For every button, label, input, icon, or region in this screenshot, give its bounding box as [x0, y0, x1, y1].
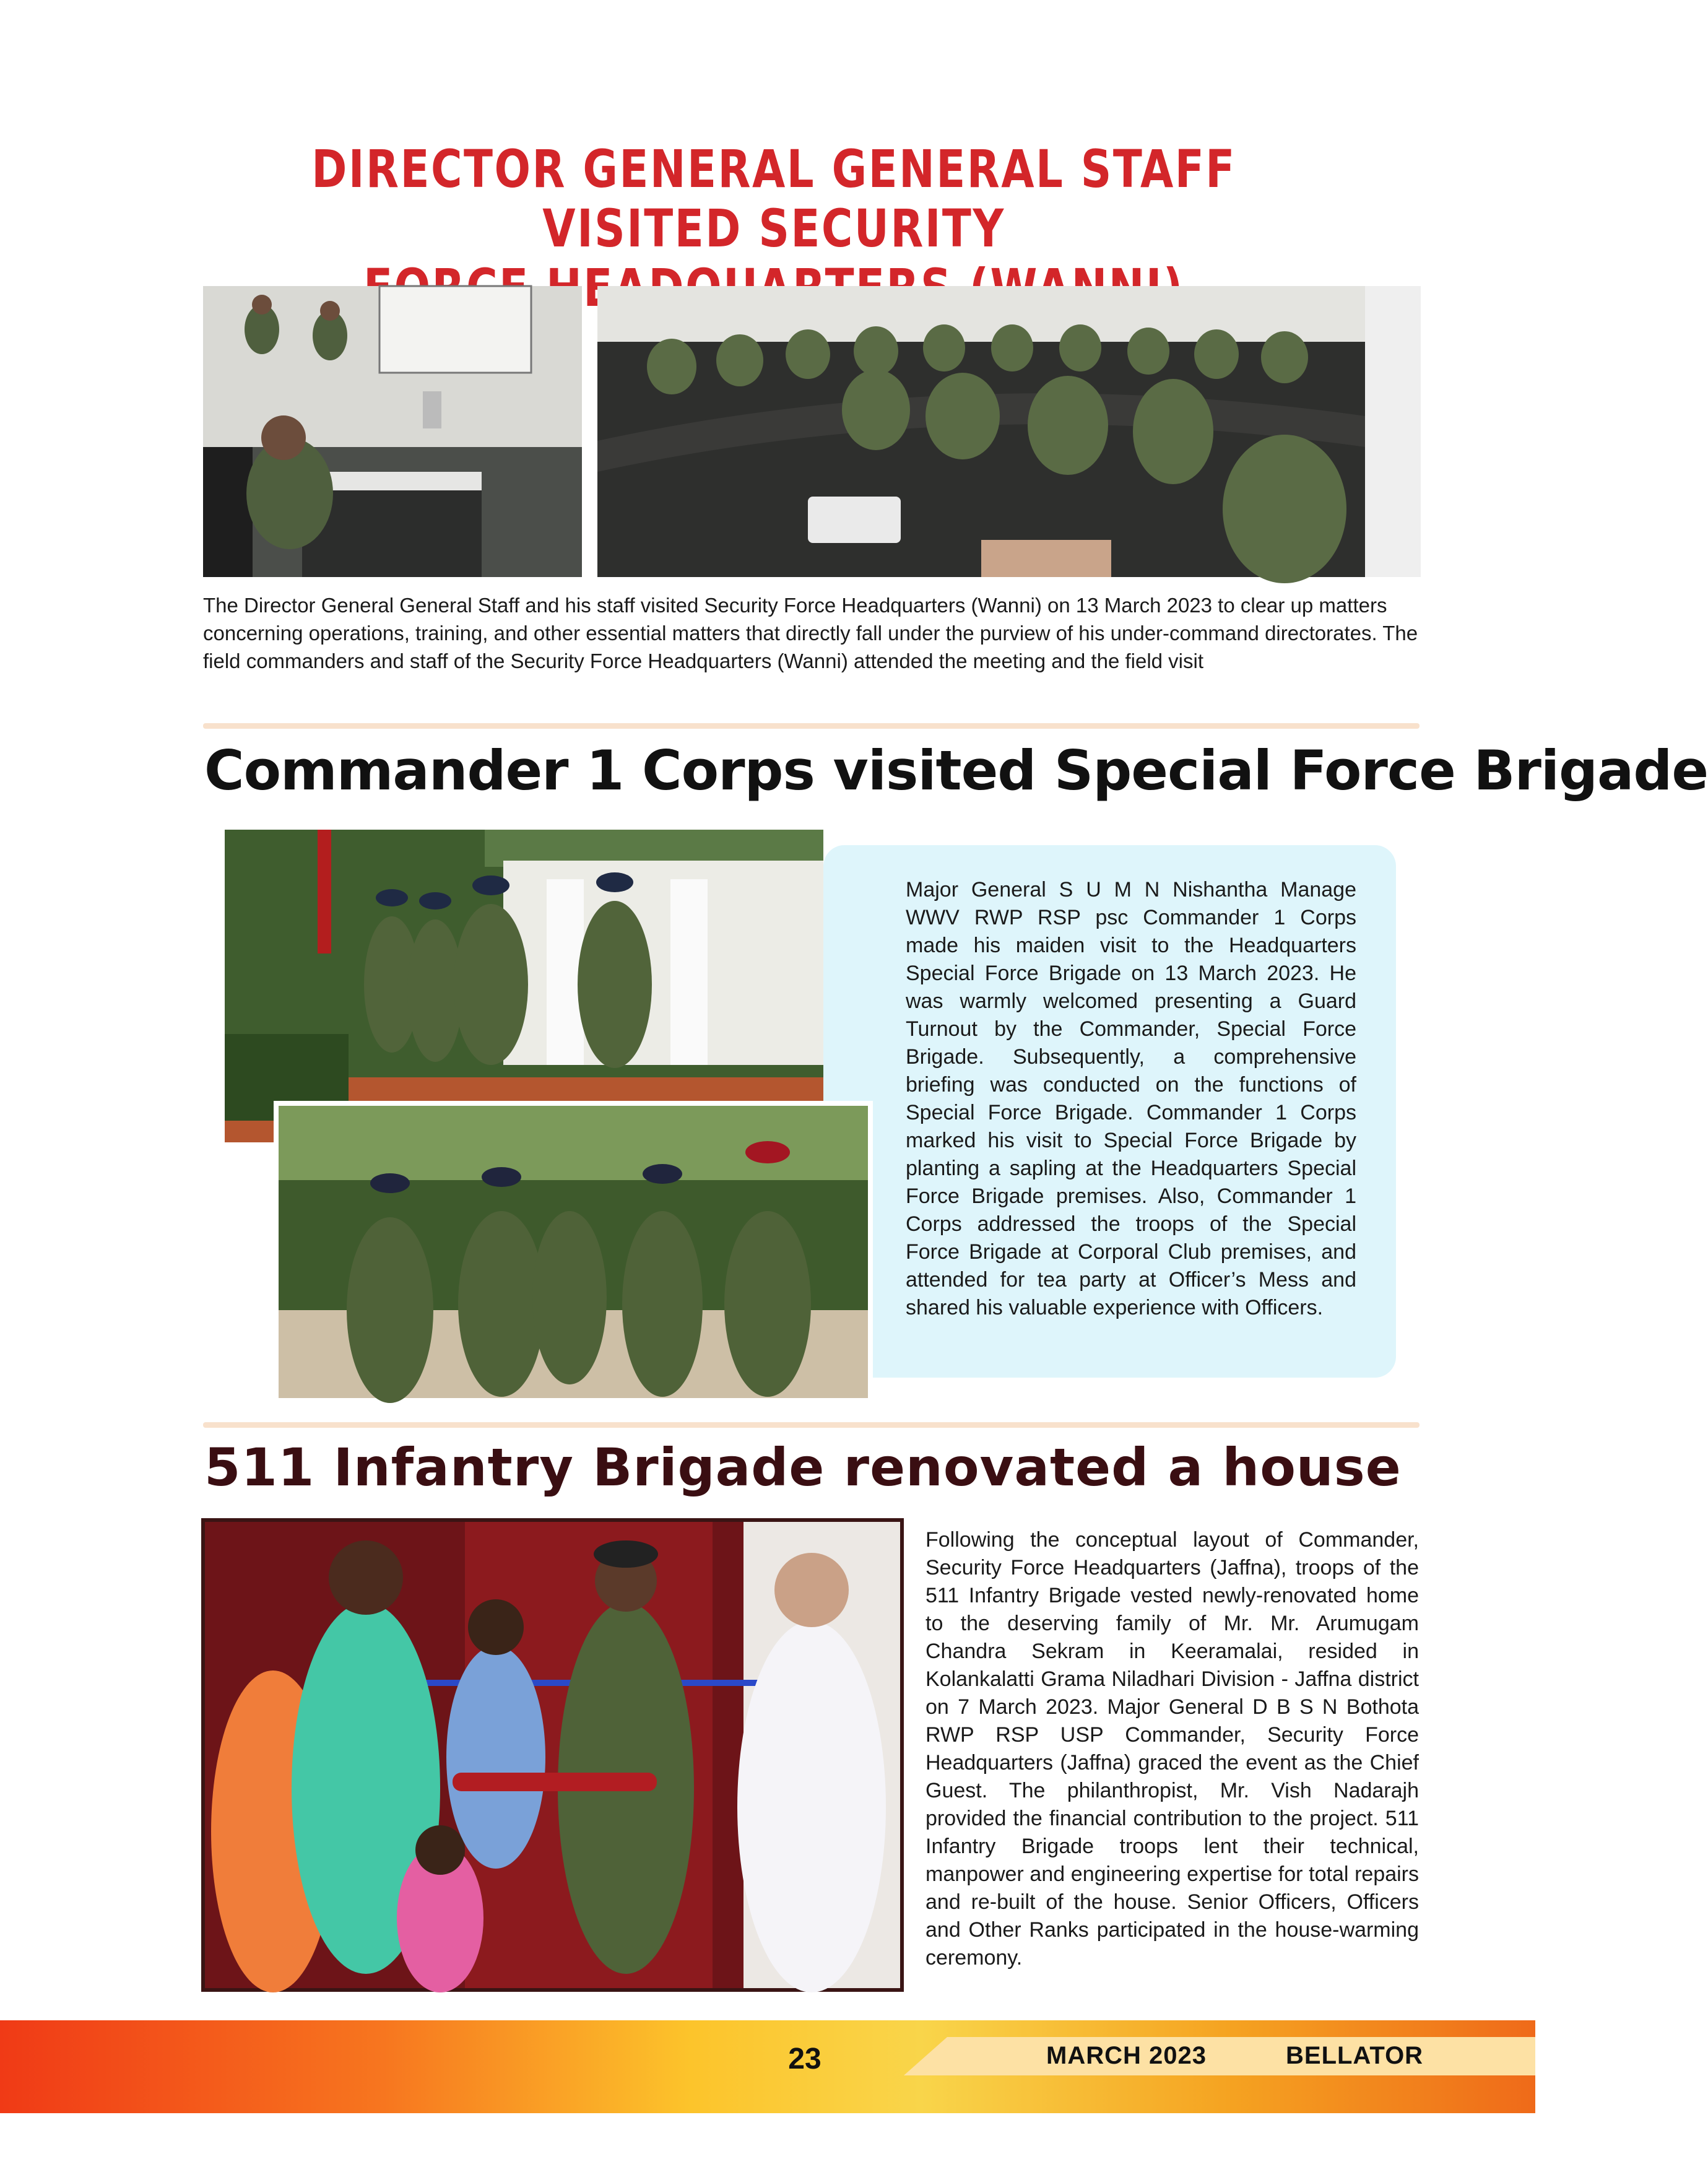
photo-house-key-handover — [201, 1518, 904, 1992]
photo-conference-room — [597, 286, 1421, 577]
divider-rule-1 — [203, 723, 1420, 729]
footer-tab — [904, 2037, 1535, 2075]
section1-title-line1: DIRECTOR GENERAL GENERAL STAFF VISITED SECURITY — [311, 139, 1236, 259]
section3-body: Following the conceptual layout of Commander, Security Force Headquarters (Jaffna), troops of the 511 Infantry Brigade vested newly-renovated home to the deserving family of Mr. Mr. Arumugam Chandra Sekram in Keeramalai, resided in Kolankalatti Grama Niladhari Division - Jaffna district on 7 March 2023. Major General D B S N Bothota RWP RSP USP Commander, Security Force Headquarters (Jaffna) graced the event as the Chief Guest. The philanthropist, Mr. Vish Nadarajh provided the financial contribution to the project. 511 Infantry Brigade troops lent their technical, manpower and engineering expertise for total repairs and re-built of the house. Senior Officers, Officers and Other Ranks participated in the house-warming ceremony. — [926, 1528, 1419, 1970]
photo-handshake — [274, 1101, 873, 1403]
section1-caption: The Director General General Staff and his staff visited Security Force Headquarters (Wanni) on 13 March 2023 to clear up matters concerning operations, training, and other essential matters that directly fall under the purview of his under-command directorates. The field commanders and staff of the Security Force Headquarters (Wanni) attended the meeting and the field visit — [203, 594, 1418, 672]
page-number: 23 — [788, 2043, 821, 2075]
photo-guard-turnout — [225, 830, 823, 1142]
photo-briefing-presenter — [203, 286, 582, 577]
section3-title: 511 Infantry Brigade renovated a house — [204, 1437, 1402, 1498]
footer-magazine-name: BELLATOR — [1286, 2042, 1424, 2069]
section2-body: Major General S U M N Nishantha Manage WWV RWP RSP psc Commander 1 Corps made his maiden visit to the Headquarters Special Force Brigade on 13 March 2023. He was warmly welcomed presenting a Guard Turnout by the Commander, Special Force Brigade. Subsequently, a comprehensive briefing was conducted on the functions of Special Force Brigade. Commander 1 Corps marked his visit to Special Force Brigade by planting a sapling at the Headquarters Special Force Brigade premises. Also, Commander 1 Corps addressed the troops of the Special Force Brigade at Corporal Club premises, and attended for tea party at Officer’s Mess and shared his valuable experience with Officers. — [906, 878, 1356, 1319]
divider-rule-2 — [203, 1422, 1420, 1428]
footer-issue-date: MARCH 2023 — [1046, 2042, 1207, 2069]
section2-title: Commander 1 Corps visited Special Force Brigade — [204, 739, 1708, 802]
